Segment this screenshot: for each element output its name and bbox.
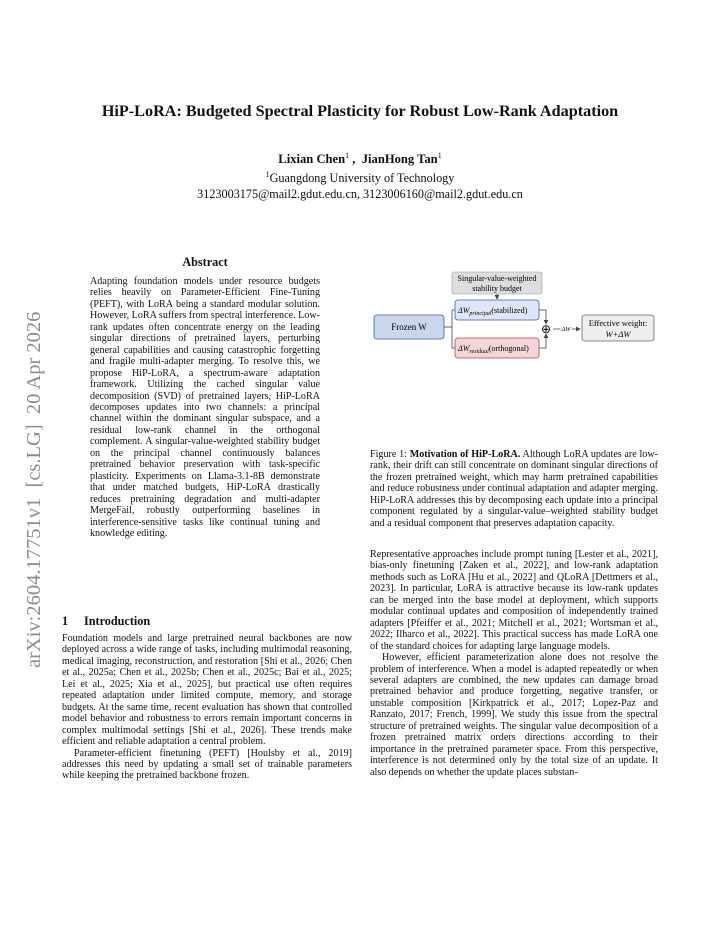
residual-channel-label: $\Delta W_{residual}(orthogonal)$ — [458, 344, 529, 355]
arxiv-identifier: arXiv:2604.17751v1 [cs.LG] 20 Apr 2026 — [23, 311, 45, 668]
author-emails: 3123003175@mail2.gdut.edu.cn, 3123006160@mail2.gdut.edu.cn — [197, 187, 523, 201]
paper-title: HiP-LoRA: Budgeted Spectral Plasticity for Robust Low-Rank Adaptation — [101, 102, 619, 120]
section-number: 1 — [62, 614, 69, 628]
caption-bold: Motivation of HiP-LoRA. — [409, 449, 521, 460]
delta-w-arrow-label: ΔW — [561, 326, 571, 333]
affil-mark: 1 — [265, 170, 270, 179]
principal-channel-label: $\Delta W_{principal}(stabilized)$ — [458, 306, 528, 317]
abstract-heading: Abstract — [182, 255, 228, 269]
author-affil-mark: 1 — [345, 151, 350, 160]
section-title: Introduction — [84, 614, 151, 628]
frozen-weight-label: Frozen W — [391, 322, 427, 332]
author-affil-mark: 1 — [437, 151, 442, 160]
budget-label-line2: stability budget — [472, 284, 522, 293]
sum-symbol: ⊕ — [540, 322, 552, 336]
author-name: JianHong Tan — [361, 152, 438, 167]
affiliation-name: Guangdong University of Technology — [269, 171, 455, 186]
caption-label: Figure 1: — [370, 449, 407, 460]
section-heading-introduction — [62, 614, 352, 629]
author-list — [60, 151, 660, 167]
intro-paragraph-3: Representative approaches include prompt tuning [Lester et al., 2021], bias-only finetuning [Zaken et al., 2022], and low-rank adaptation methods such as LoRA [Hu et al., 2022] and QLoRA [Dettmers et al., 2023]. In particular, LoRA is attractive because its low-rank updates can be merged into the base model at deployment, which supports modular continual updates and composition of independently trained adapters [Pfeiffer et al., 2021; Mitchell et al., 2021; Wortsman et al., 2022; Ilharco et al., 2022]. This practical success has made LoRA one of the standard choices for adapting large language models. — [370, 549, 658, 652]
right-column-text — [370, 549, 658, 778]
affiliation — [60, 170, 660, 186]
left-column-text — [62, 633, 352, 782]
author-name: Lixian Chen — [278, 152, 346, 167]
intro-paragraph-1: Foundation models and large pretrained neural backbones are now deployed across a wide range of tasks, including multimodal reasoning, medical imaging, reconstruction, and restoration [Shi et al., 2026; Chen et al., 2025a; Chen et al., 2025b; Chen et al., 2025c; Bai et al., 2025; Lei et al., 2025; Xia et al., 2025], but practical use often requires repeated adaptation under limited compute, memory, and storage budgets. At the same time, recent evaluation has shown that controlled model behavior and robustness to errors remain important concerns in complex multimodal settings [Shi et al., 2026]. These trends make efficient and reliable adaptation a central problem. — [62, 633, 352, 748]
intro-paragraph-2: Parameter-efficient finetuning (PEFT) [Houlsby et al., 2019] addresses this need by updating a small set of trainable parameters while keeping the pretrained backbone frozen. — [62, 747, 352, 782]
budget-label-line1: Singular-value-weighted — [457, 274, 537, 283]
intro-paragraph-4: However, efficient parameterization alone does not resolve the problem of interference. When a model is adapted repeatedly or when several adapters are combined, the new updates can damage broad pretrained behavior and produce forgetting, negative transfer, or unstable composition [Kirkpatrick et al., 2017; Lopez-Paz and Ranzato, 2017; French, 1999]. We study this issue from the spectral structure of pretrained weights. The singular value decomposition of a frozen pretrained matrix orders directions according to their importance in the pretrained parameter space. From this perspective, interference is not determined only by the total size of an update. It also depends on whether the update places substan- — [370, 652, 658, 778]
author-separator: , — [349, 152, 362, 167]
effective-weight-line1: Effective weight: — [588, 318, 648, 328]
figure-1-diagram — [370, 268, 660, 368]
caption-text: Although LoRA updates are low-rank, their drift can still concentrate on dominant singular directions of the frozen pretrained weight, which may harm pretrained capabilities and reduce robustness under continual adaptation and adapter merging. HiP-LoRA addresses this by decomposing each update into a principal component regulated by a singular-value–weighted stability budget and a residual component that preserves adaptation capacity. — [370, 449, 659, 529]
arxiv-sidebar-stamp — [6, 240, 50, 670]
abstract-body: Adapting foundation models under resource budgets relies heavily on Parameter-Efficient Fine-Tuning (PEFT), with LoRA being a standard modular solution. However, LoRA suffers from spectral interference. Low-rank updates often concentrate energy on the leading singular directions of pretrained layers, perturbing general capabilities and causing catastrophic forgetting and fragile multi-adapter merging. To resolve this, we propose HiP-LoRA, a spectrum-aware adaptation framework. Utilizing the cached singular value decomposition (SVD) of pretrained layers, HiP-LoRA decomposes updates into two channels: a principal channel within the dominant singular subspace, and a residual low-rank channel in the orthogonal complement. A singular-value-weighted stability budget on the principal channel continuously balances pretrained behavior preservation with task-specific plasticity. Experiments on Llama-3.1-8B demonstrate that under matched budgets, HiP-LoRA drastically reduces pretraining degradation and multi-adapter MergeFail, robustly outperforming baselines in interference-sensitive tasks like continual tuning and knowledge editing. — [90, 276, 320, 539]
effective-weight-line2: W+ΔW — [605, 329, 631, 339]
figure-1-caption — [370, 449, 658, 529]
